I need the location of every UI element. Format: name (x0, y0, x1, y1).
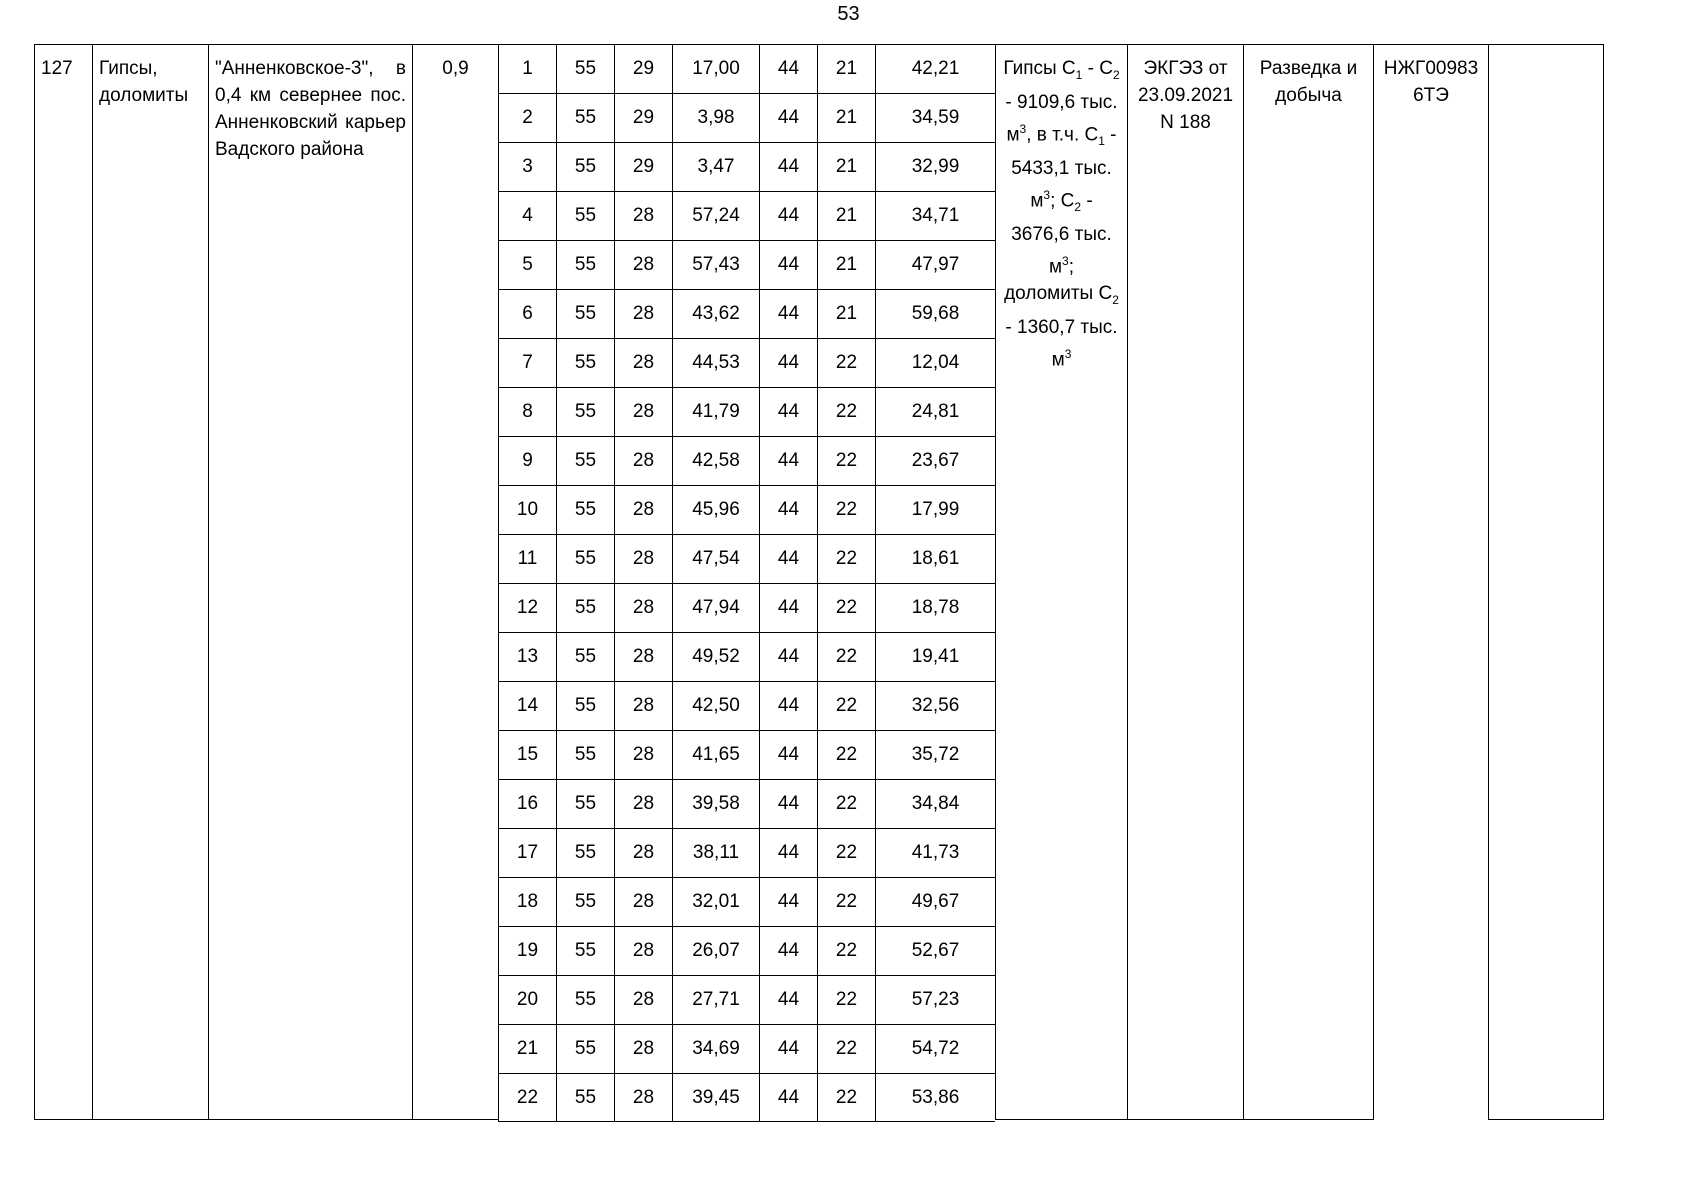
table-row (498, 926, 995, 975)
point-number-cell: 4 (498, 192, 556, 240)
lon-deg-cell: 44 (759, 927, 817, 975)
lon-sec-cell: 47,97 (875, 241, 995, 289)
lat-sec-cell: 47,54 (672, 535, 759, 583)
lat-sec-cell: 57,43 (672, 241, 759, 289)
lon-sec-cell: 19,41 (875, 633, 995, 681)
lon-sec-cell: 35,72 (875, 731, 995, 779)
table-row (498, 975, 995, 1024)
table-row (498, 1024, 995, 1073)
lat-sec-cell: 43,62 (672, 290, 759, 338)
lon-deg-cell: 44 (759, 290, 817, 338)
lat-deg-cell: 55 (556, 143, 614, 191)
lon-sec-cell: 41,73 (875, 829, 995, 877)
lat-deg-cell: 55 (556, 780, 614, 828)
lat-min-cell: 28 (614, 976, 672, 1024)
lat-sec-cell: 44,53 (672, 339, 759, 387)
lat-sec-cell: 27,71 (672, 976, 759, 1024)
lat-deg-cell: 55 (556, 731, 614, 779)
lat-min-cell: 28 (614, 633, 672, 681)
table-row (498, 828, 995, 877)
lat-deg-cell: 55 (556, 829, 614, 877)
lon-deg-cell: 44 (759, 731, 817, 779)
lat-deg-cell: 55 (556, 45, 614, 93)
lat-sec-cell: 38,11 (672, 829, 759, 877)
lat-sec-cell: 26,07 (672, 927, 759, 975)
lon-min-cell: 21 (817, 94, 875, 142)
lat-deg-cell: 55 (556, 192, 614, 240)
table-row (498, 779, 995, 828)
lat-min-cell: 28 (614, 1025, 672, 1073)
point-number-cell: 8 (498, 388, 556, 436)
lon-deg-cell: 44 (759, 486, 817, 534)
lon-deg-cell: 44 (759, 339, 817, 387)
lat-min-cell: 28 (614, 290, 672, 338)
lat-deg-cell: 55 (556, 584, 614, 632)
point-number-cell: 3 (498, 143, 556, 191)
lon-deg-cell: 44 (759, 878, 817, 926)
point-number-cell: 5 (498, 241, 556, 289)
point-number-cell: 12 (498, 584, 556, 632)
point-number-cell: 21 (498, 1025, 556, 1073)
lon-sec-cell: 23,67 (875, 437, 995, 485)
lon-deg-cell: 44 (759, 976, 817, 1024)
lat-min-cell: 28 (614, 241, 672, 289)
lon-min-cell: 22 (817, 437, 875, 485)
lon-deg-cell: 44 (759, 1074, 817, 1121)
lat-sec-cell: 34,69 (672, 1025, 759, 1073)
point-number-cell: 15 (498, 731, 556, 779)
table-row (498, 485, 995, 534)
lat-deg-cell: 55 (556, 535, 614, 583)
lon-min-cell: 21 (817, 143, 875, 191)
lon-deg-cell: 44 (759, 437, 817, 485)
area-cell: 0,9 (412, 44, 498, 1120)
lon-min-cell: 22 (817, 976, 875, 1024)
lon-deg-cell: 44 (759, 143, 817, 191)
lat-deg-cell: 55 (556, 94, 614, 142)
lat-sec-cell: 3,47 (672, 143, 759, 191)
lat-min-cell: 28 (614, 682, 672, 730)
lat-sec-cell: 47,94 (672, 584, 759, 632)
lon-sec-cell: 59,68 (875, 290, 995, 338)
lon-min-cell: 22 (817, 682, 875, 730)
lat-sec-cell: 42,58 (672, 437, 759, 485)
lon-deg-cell: 44 (759, 829, 817, 877)
table-row (498, 681, 995, 730)
point-number-cell: 16 (498, 780, 556, 828)
point-number-cell: 17 (498, 829, 556, 877)
lat-sec-cell: 49,52 (672, 633, 759, 681)
lat-sec-cell: 39,58 (672, 780, 759, 828)
lat-sec-cell: 32,01 (672, 878, 759, 926)
lat-sec-cell: 17,00 (672, 45, 759, 93)
lat-deg-cell: 55 (556, 486, 614, 534)
lat-min-cell: 28 (614, 437, 672, 485)
lat-min-cell: 29 (614, 143, 672, 191)
lat-min-cell: 28 (614, 780, 672, 828)
lon-min-cell: 22 (817, 878, 875, 926)
lon-sec-cell: 53,86 (875, 1074, 995, 1121)
point-number-cell: 2 (498, 94, 556, 142)
license-cell: НЖГ009836ТЭ (1374, 44, 1488, 1120)
location-cell: "Анненковское-3", в 0,4 км севернее пос. Анненковский карьер Вадского района (208, 44, 412, 1120)
lat-deg-cell: 55 (556, 339, 614, 387)
table-row (498, 93, 995, 142)
lon-min-cell: 22 (817, 535, 875, 583)
lat-min-cell: 29 (614, 94, 672, 142)
lon-min-cell: 22 (817, 927, 875, 975)
table-row (498, 387, 995, 436)
table-row (498, 44, 995, 93)
lon-sec-cell: 32,99 (875, 143, 995, 191)
lon-min-cell: 21 (817, 192, 875, 240)
lat-min-cell: 28 (614, 584, 672, 632)
lon-sec-cell: 24,81 (875, 388, 995, 436)
lon-deg-cell: 44 (759, 94, 817, 142)
lat-sec-cell: 45,96 (672, 486, 759, 534)
table-row (498, 436, 995, 485)
lon-sec-cell: 52,67 (875, 927, 995, 975)
lon-sec-cell: 49,67 (875, 878, 995, 926)
table-row (498, 289, 995, 338)
lat-deg-cell: 55 (556, 290, 614, 338)
lon-sec-cell: 54,72 (875, 1025, 995, 1073)
lat-min-cell: 28 (614, 829, 672, 877)
lat-sec-cell: 42,50 (672, 682, 759, 730)
lat-deg-cell: 55 (556, 633, 614, 681)
lon-min-cell: 22 (817, 584, 875, 632)
lat-sec-cell: 3,98 (672, 94, 759, 142)
lon-deg-cell: 44 (759, 388, 817, 436)
point-number-cell: 7 (498, 339, 556, 387)
lon-min-cell: 22 (817, 633, 875, 681)
lat-min-cell: 28 (614, 878, 672, 926)
lon-deg-cell: 44 (759, 45, 817, 93)
lat-deg-cell: 55 (556, 682, 614, 730)
table-row (498, 240, 995, 289)
lon-deg-cell: 44 (759, 1025, 817, 1073)
table-row (498, 877, 995, 926)
lon-min-cell: 22 (817, 339, 875, 387)
lon-min-cell: 22 (817, 388, 875, 436)
table-row (498, 534, 995, 583)
lat-deg-cell: 55 (556, 878, 614, 926)
lon-min-cell: 22 (817, 731, 875, 779)
point-number-cell: 9 (498, 437, 556, 485)
lon-min-cell: 22 (817, 1074, 875, 1121)
lon-deg-cell: 44 (759, 633, 817, 681)
lon-min-cell: 22 (817, 829, 875, 877)
lat-deg-cell: 55 (556, 388, 614, 436)
lon-sec-cell: 18,61 (875, 535, 995, 583)
lat-min-cell: 28 (614, 1074, 672, 1121)
point-number-cell: 19 (498, 927, 556, 975)
point-number-cell: 1 (498, 45, 556, 93)
lon-min-cell: 22 (817, 486, 875, 534)
purpose-cell: Разведка и добыча (1243, 44, 1374, 1120)
reserves-cell: Гипсы $C_1 - C_2 - 9109,6$ тыс. $м^3$, в т.ч. $C_1 - 5433,1$ тыс. $м^3$; $C_2 - 3676,6$ тыс. $м^3$; доломиты $C_2 - 1360,7$ тыс. $м^3$ (995, 44, 1127, 1120)
lat-sec-cell: 41,79 (672, 388, 759, 436)
lat-min-cell: 28 (614, 927, 672, 975)
point-number-cell: 18 (498, 878, 556, 926)
lon-sec-cell: 34,71 (875, 192, 995, 240)
lon-sec-cell: 34,59 (875, 94, 995, 142)
lon-deg-cell: 44 (759, 241, 817, 289)
point-number-cell: 10 (498, 486, 556, 534)
lon-deg-cell: 44 (759, 584, 817, 632)
lat-sec-cell: 39,45 (672, 1074, 759, 1121)
lat-deg-cell: 55 (556, 437, 614, 485)
lon-min-cell: 22 (817, 780, 875, 828)
point-number-cell: 22 (498, 1074, 556, 1121)
lon-min-cell: 21 (817, 45, 875, 93)
lat-min-cell: 28 (614, 486, 672, 534)
lat-deg-cell: 55 (556, 241, 614, 289)
lon-deg-cell: 44 (759, 535, 817, 583)
lat-min-cell: 28 (614, 731, 672, 779)
table-row (498, 1073, 995, 1122)
lat-min-cell: 28 (614, 192, 672, 240)
lon-min-cell: 21 (817, 241, 875, 289)
lon-sec-cell: 34,84 (875, 780, 995, 828)
table-row (498, 583, 995, 632)
lat-min-cell: 28 (614, 535, 672, 583)
record-number: 127 (34, 44, 92, 1120)
point-number-cell: 11 (498, 535, 556, 583)
lon-min-cell: 21 (817, 290, 875, 338)
table-row (498, 338, 995, 387)
table-row (498, 142, 995, 191)
lon-sec-cell: 12,04 (875, 339, 995, 387)
lon-deg-cell: 44 (759, 780, 817, 828)
lon-sec-cell: 18,78 (875, 584, 995, 632)
lon-sec-cell: 42,21 (875, 45, 995, 93)
point-number-cell: 6 (498, 290, 556, 338)
lat-deg-cell: 55 (556, 1025, 614, 1073)
mineral-cell: Гипсы, доломиты (92, 44, 208, 1120)
lon-sec-cell: 17,99 (875, 486, 995, 534)
lon-sec-cell: 32,56 (875, 682, 995, 730)
approval-cell: ЭКГЭЗ от 23.09.2021 N 188 (1127, 44, 1243, 1120)
table-row (498, 632, 995, 681)
lat-sec-cell: 41,65 (672, 731, 759, 779)
page-number: 53 (837, 3, 860, 25)
lat-deg-cell: 55 (556, 1074, 614, 1121)
notes-cell (1488, 44, 1604, 1120)
lat-min-cell: 28 (614, 339, 672, 387)
lon-deg-cell: 44 (759, 682, 817, 730)
lon-deg-cell: 44 (759, 192, 817, 240)
table-row (498, 730, 995, 779)
lat-deg-cell: 55 (556, 976, 614, 1024)
point-number-cell: 13 (498, 633, 556, 681)
lat-deg-cell: 55 (556, 927, 614, 975)
lat-sec-cell: 57,24 (672, 192, 759, 240)
point-number-cell: 14 (498, 682, 556, 730)
table-row (498, 191, 995, 240)
point-number-cell: 20 (498, 976, 556, 1024)
lat-min-cell: 29 (614, 45, 672, 93)
lon-min-cell: 22 (817, 1025, 875, 1073)
lat-min-cell: 28 (614, 388, 672, 436)
coordinates-table (498, 44, 995, 1122)
lon-sec-cell: 57,23 (875, 976, 995, 1024)
